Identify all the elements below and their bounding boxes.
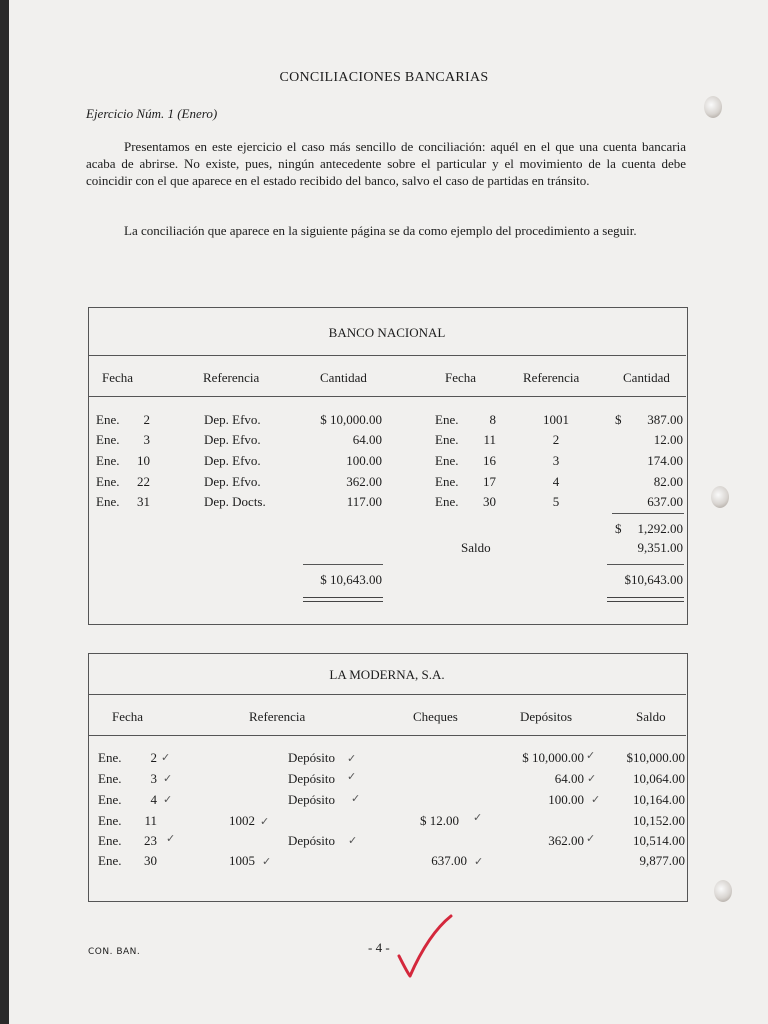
check-mark-icon: ✓ <box>347 771 357 783</box>
check-mark-icon: ✓ <box>260 816 270 828</box>
check-mark-icon: ✓ <box>262 856 272 868</box>
left-total-double-rule <box>303 597 383 602</box>
moderna-header-saldo: Saldo <box>636 709 666 724</box>
right-total-double-rule <box>607 597 684 602</box>
right-total: $10,643.00 <box>624 572 683 587</box>
row-day: 17 <box>483 474 496 489</box>
banco-header-referencia-2: Referencia <box>523 370 580 385</box>
row-balance: 10,152.00 <box>633 813 685 828</box>
row-description: Depósito <box>288 792 335 807</box>
row-reference: 1002 <box>229 813 255 828</box>
row-day: 11 <box>483 432 496 447</box>
row-month: Ene. <box>96 432 120 447</box>
binder-hole-icon <box>714 880 732 902</box>
check-mark-icon: ✓ <box>351 793 361 805</box>
check-mark-icon: ✓ <box>474 856 484 868</box>
row-reference: 1001 <box>543 412 569 427</box>
la-moderna-table <box>88 653 688 902</box>
banco-header-cantidad-2: Cantidad <box>623 370 670 385</box>
row-day: 10 <box>137 453 150 468</box>
check-mark-icon: ✓ <box>163 773 173 785</box>
check-mark-icon: ✓ <box>348 835 358 847</box>
row-month: Ene. <box>96 474 120 489</box>
row-day: 22 <box>137 474 150 489</box>
binder-hole-icon <box>711 486 729 508</box>
row-balance: 10,064.00 <box>633 771 685 786</box>
row-cheque: 637.00 <box>431 853 467 868</box>
row-month: Ene. <box>435 432 459 447</box>
left-total-rule <box>303 564 383 565</box>
banco-title-divider <box>88 355 686 356</box>
banco-header-divider <box>88 396 686 397</box>
row-month: Ene. <box>96 494 120 509</box>
right-total-rule <box>607 564 684 565</box>
row-balance: $10,000.00 <box>626 750 685 765</box>
row-deposit: $ 10,000.00 <box>522 750 584 765</box>
banco-title: BANCO NACIONAL <box>328 325 446 340</box>
exercise-subtitle: Ejercicio Núm. 1 (Enero) <box>86 106 218 121</box>
row-deposit: 100.00 <box>548 792 584 807</box>
moderna-header-depositos: Depósitos <box>520 709 572 724</box>
row-balance: 10,164.00 <box>633 792 685 807</box>
check-mark-icon: ✓ <box>587 773 597 785</box>
example-paragraph: La conciliación que aparece en la siguiente página se da como ejemplo del procedimiento a seguir. <box>124 223 637 238</box>
row-balance: 10,514.00 <box>633 833 685 848</box>
row-day: 31 <box>137 494 150 509</box>
row-month: Ene. <box>96 412 120 427</box>
check-mark-icon: ✓ <box>473 812 483 824</box>
row-day: 2 <box>150 750 157 765</box>
row-month: Ene. <box>98 771 122 786</box>
check-mark-icon: ✓ <box>163 794 173 806</box>
banco-header-fecha-1: Fecha <box>102 370 134 385</box>
row-amount: 117.00 <box>346 494 382 509</box>
check-mark-icon: ✓ <box>166 833 176 845</box>
row-reference: Dep. Efvo. <box>204 412 261 427</box>
row-month: Ene. <box>435 494 459 509</box>
moderna-title: LA MODERNA, S.A. <box>329 667 445 682</box>
row-amount: 637.00 <box>647 494 683 509</box>
row-reference: Dep. Efvo. <box>204 474 261 489</box>
subtotal-amount: 1,292.00 <box>637 521 683 536</box>
row-reference: 1005 <box>229 853 255 868</box>
row-balance: 9,877.00 <box>639 853 685 868</box>
check-mark-icon: ✓ <box>347 753 357 765</box>
row-amount: 362.00 <box>346 474 382 489</box>
row-deposit: 64.00 <box>554 771 584 786</box>
page-edge <box>0 0 9 1024</box>
red-check-mark-icon <box>395 912 457 980</box>
row-description: Depósito <box>288 833 335 848</box>
row-deposit: 362.00 <box>548 833 584 848</box>
row-month: Ene. <box>98 792 122 807</box>
row-description: Depósito <box>288 750 335 765</box>
row-amount: 174.00 <box>647 453 683 468</box>
moderna-header-fecha: Fecha <box>112 709 144 724</box>
row-reference: Dep. Efvo. <box>204 432 261 447</box>
row-day: 16 <box>483 453 496 468</box>
row-reference: 5 <box>552 494 560 509</box>
row-description: Depósito <box>288 771 335 786</box>
row-currency: $ <box>615 412 622 427</box>
row-day: 4 <box>150 792 157 807</box>
row-reference: Dep. Efvo. <box>204 453 261 468</box>
row-month: Ene. <box>98 813 122 828</box>
row-cheque: $ 12.00 <box>420 813 459 828</box>
row-day: 3 <box>150 771 157 786</box>
row-month: Ene. <box>98 853 122 868</box>
row-month: Ene. <box>98 750 122 765</box>
row-reference: 2 <box>552 432 560 447</box>
check-mark-icon: ✓ <box>586 750 596 762</box>
row-reference: Dep. Docts. <box>204 494 266 509</box>
moderna-header-cheques: Cheques <box>413 709 458 724</box>
row-month: Ene. <box>435 453 459 468</box>
left-total: $ 10,643.00 <box>320 572 382 587</box>
row-month: Ene. <box>98 833 122 848</box>
row-day: 30 <box>144 853 157 868</box>
row-day: 2 <box>143 412 150 427</box>
row-month: Ene. <box>96 453 120 468</box>
row-day: 8 <box>489 412 496 427</box>
page-number: - 4 - <box>368 940 390 955</box>
saldo-label: Saldo <box>461 540 491 555</box>
row-amount: 12.00 <box>653 432 683 447</box>
row-amount: $ 10,000.00 <box>320 412 382 427</box>
row-month: Ene. <box>435 474 459 489</box>
intro-paragraph: Presentamos en este ejercicio el caso más sencillo de conciliación: aquél en el que una cuenta bancaria acaba de abrirse. No existe, pues, ningún antecedente sobre el particular y el movimiento de la cuenta debe coincidir con el que aparece en el estado recibido del banco, salvo el caso de partidas en tránsito. <box>86 139 686 188</box>
row-day: 11 <box>144 813 157 828</box>
row-reference: 4 <box>552 474 560 489</box>
check-mark-icon: ✓ <box>161 752 171 764</box>
check-mark-icon: ✓ <box>586 833 596 845</box>
row-reference: 3 <box>552 453 560 468</box>
row-month: Ene. <box>435 412 459 427</box>
moderna-header-divider <box>88 735 686 736</box>
row-day: 3 <box>143 432 150 447</box>
saldo-amount: 9,351.00 <box>637 540 683 555</box>
binder-hole-icon <box>704 96 722 118</box>
row-amount: 387.00 <box>647 412 683 427</box>
subtotal-currency: $ <box>615 521 622 536</box>
moderna-header-referencia: Referencia <box>249 709 306 724</box>
page-title: CONCILIACIONES BANCARIAS <box>279 70 489 85</box>
footer-label: CON. BAN. <box>88 947 141 957</box>
row-amount: 100.00 <box>346 453 382 468</box>
banco-header-cantidad-1: Cantidad <box>320 370 367 385</box>
subtotal-rule <box>612 513 684 514</box>
row-amount: 82.00 <box>653 474 683 489</box>
banco-header-referencia-1: Referencia <box>203 370 260 385</box>
moderna-title-divider <box>88 694 686 695</box>
row-amount: 64.00 <box>352 432 382 447</box>
row-day: 23 <box>144 833 157 848</box>
check-mark-icon: ✓ <box>591 794 601 806</box>
row-day: 30 <box>483 494 496 509</box>
banco-header-fecha-2: Fecha <box>445 370 477 385</box>
